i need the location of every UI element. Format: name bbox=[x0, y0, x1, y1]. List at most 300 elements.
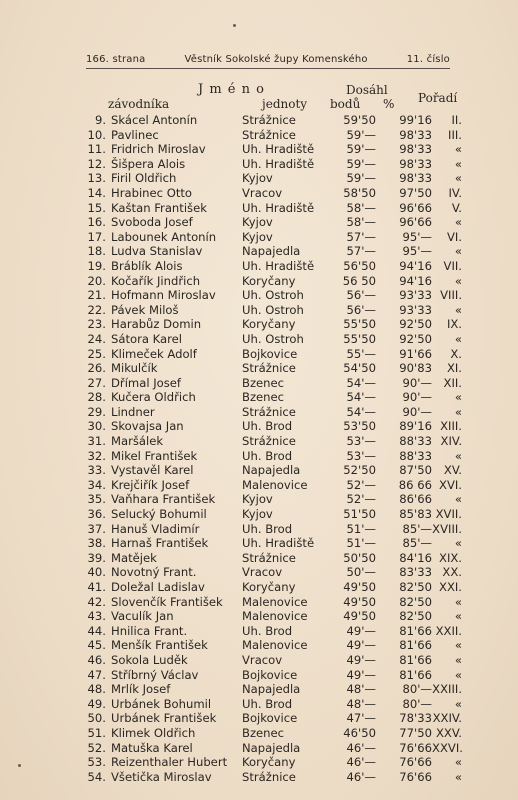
percent-value: 92'50 bbox=[399, 331, 432, 346]
paper-speck bbox=[233, 24, 236, 27]
col-head-jednoty: jednoty bbox=[262, 97, 308, 111]
competitor-name: Matějek bbox=[111, 550, 157, 565]
points-value: 55'50 bbox=[343, 317, 376, 332]
competitor-name: Sátora Karel bbox=[111, 331, 183, 346]
competitor-name: Pavlinec bbox=[111, 127, 159, 142]
competitor-name: Skácel Antonín bbox=[111, 113, 198, 127]
points-value: 56 50 bbox=[342, 273, 376, 288]
percent-value: 98'33 bbox=[399, 171, 432, 186]
row-number: 27. bbox=[87, 375, 106, 390]
competitor-name: Pávek Miloš bbox=[111, 302, 179, 317]
competitor-name: Dřímal Josef bbox=[111, 375, 181, 390]
competitor-name: Hrabinec Otto bbox=[111, 185, 193, 200]
percent-value: 76'66 bbox=[399, 755, 432, 770]
points-value: 49'50 bbox=[343, 609, 376, 624]
percent-value: 80'— bbox=[402, 682, 432, 697]
table-row bbox=[70, 244, 470, 259]
percent-value: 78'33 bbox=[399, 711, 432, 726]
points-value: 49'— bbox=[346, 623, 376, 638]
points-value: 56'— bbox=[346, 288, 376, 303]
table-row bbox=[70, 347, 470, 362]
points-value: 52'50 bbox=[343, 463, 376, 478]
points-value: 49'50 bbox=[343, 580, 376, 594]
percent-value: 90'83 bbox=[399, 361, 432, 376]
percent-value: 81'66 bbox=[399, 638, 432, 653]
competitor-name: Firil Oldřich bbox=[111, 171, 177, 186]
row-number: 36. bbox=[87, 507, 106, 522]
rank-value: « bbox=[454, 331, 462, 346]
percent-value: 87'50 bbox=[399, 463, 432, 478]
club-name: Uh. Hradiště bbox=[242, 536, 315, 551]
competitor-name: Slovenčík František bbox=[111, 594, 223, 609]
points-value: 55'— bbox=[346, 346, 376, 361]
competitor-name: Mikulčík bbox=[111, 361, 158, 376]
rank-value: « bbox=[454, 390, 462, 405]
rank-value: « bbox=[454, 171, 462, 186]
percent-value: 95'— bbox=[402, 229, 432, 244]
row-number: 41. bbox=[87, 580, 106, 594]
competitor-name: Kočařík Jindřich bbox=[111, 273, 201, 288]
percent-value: 82'50 bbox=[399, 580, 432, 594]
competitor-name: Menšík František bbox=[111, 638, 208, 653]
percent-value: 94'16 bbox=[399, 258, 432, 273]
points-value: 46'50 bbox=[343, 725, 376, 740]
table-row bbox=[70, 609, 470, 624]
row-number: 51. bbox=[87, 725, 106, 740]
table-row bbox=[70, 434, 470, 449]
row-number: 18. bbox=[87, 244, 106, 259]
percent-value: 81'66 bbox=[399, 623, 432, 638]
table-row bbox=[70, 288, 470, 303]
percent-value: 93'33 bbox=[399, 302, 432, 317]
points-value: 58'— bbox=[346, 200, 376, 215]
percent-value: 86 66 bbox=[398, 477, 432, 492]
table-row bbox=[70, 274, 470, 289]
points-value: 54'— bbox=[346, 375, 376, 390]
percent-value: 81'66 bbox=[399, 667, 432, 682]
table-row bbox=[70, 624, 470, 639]
row-number: 38. bbox=[87, 536, 106, 551]
club-name: Koryčany bbox=[242, 580, 296, 594]
row-number: 24. bbox=[87, 331, 106, 346]
club-name: Strážnice bbox=[242, 434, 296, 449]
rank-value: IV. bbox=[448, 185, 462, 200]
table-row bbox=[70, 113, 470, 128]
points-value: 55'50 bbox=[343, 331, 376, 346]
table-row bbox=[70, 405, 470, 420]
row-number: 39. bbox=[87, 550, 106, 565]
club-name: Napajedla bbox=[242, 740, 301, 755]
rank-value: « bbox=[454, 492, 462, 507]
competitor-name: Labounek Antonín bbox=[111, 229, 217, 244]
points-value: 50'50 bbox=[343, 550, 376, 565]
table-row bbox=[70, 142, 470, 157]
points-value: 54'— bbox=[346, 390, 376, 405]
table-row bbox=[70, 536, 470, 551]
competitor-name: Fridrich Miroslav bbox=[111, 142, 206, 157]
club-name: Malenovice bbox=[242, 594, 308, 609]
points-value: 48'— bbox=[346, 682, 376, 697]
club-name: Malenovice bbox=[242, 609, 308, 624]
percent-value: 82'50 bbox=[399, 609, 432, 624]
row-number: 45. bbox=[87, 638, 106, 653]
table-row bbox=[70, 303, 470, 318]
table-row bbox=[70, 376, 470, 391]
competitor-name: Klimeček Adolf bbox=[111, 346, 197, 361]
points-value: 56'50 bbox=[343, 258, 376, 273]
col-head-dosahl: Dosáhl bbox=[346, 83, 388, 97]
row-number: 13. bbox=[87, 171, 106, 186]
percent-value: 93'33 bbox=[399, 288, 432, 303]
club-name: Uh. Brod bbox=[242, 521, 293, 536]
percent-value: 80'— bbox=[402, 696, 432, 711]
table-row bbox=[70, 157, 470, 172]
table-row bbox=[70, 492, 470, 507]
club-name: Strážnice bbox=[242, 127, 296, 142]
percent-value: 94'16 bbox=[399, 273, 432, 288]
percent-value: 85'— bbox=[402, 521, 432, 536]
points-value: 51'— bbox=[346, 536, 376, 551]
row-number: 31. bbox=[87, 434, 106, 449]
header-rule bbox=[86, 68, 450, 69]
table-row bbox=[70, 171, 470, 186]
competitor-name: Doležal Ladislav bbox=[111, 580, 205, 594]
rank-value: « bbox=[454, 638, 462, 653]
competitor-name: Krejčiřík Josef bbox=[111, 477, 190, 492]
table-row bbox=[70, 726, 470, 741]
competitor-name: Všetička Miroslav bbox=[111, 769, 212, 784]
col-head-bodu: bodů bbox=[330, 97, 361, 111]
club-name: Vracov bbox=[242, 565, 283, 580]
rank-value: XIV. bbox=[440, 434, 462, 449]
percent-value: 90'— bbox=[402, 375, 432, 390]
rank-value: XXII. bbox=[435, 623, 462, 638]
competitor-name: Svoboda Josef bbox=[111, 215, 193, 230]
rank-value: « bbox=[454, 448, 462, 463]
points-value: 49'50 bbox=[343, 594, 376, 609]
rank-value: VIII. bbox=[440, 288, 462, 303]
table-row bbox=[70, 201, 470, 216]
rank-value: VII. bbox=[443, 258, 462, 273]
competitor-name: Mikel František bbox=[111, 448, 198, 463]
club-name: Strážnice bbox=[242, 550, 296, 565]
club-name: Strážnice bbox=[242, 404, 296, 419]
points-value: 46'— bbox=[346, 769, 376, 784]
club-name: Koryčany bbox=[242, 273, 296, 288]
table-row bbox=[70, 259, 470, 274]
competitor-name: Klimek Oldřich bbox=[111, 725, 196, 740]
points-value: 59'50 bbox=[343, 113, 376, 127]
rank-value: XVIII. bbox=[432, 521, 462, 536]
row-number: 23. bbox=[87, 317, 106, 332]
rank-value: « bbox=[454, 594, 462, 609]
rank-value: « bbox=[454, 156, 462, 171]
rank-value: XIX. bbox=[439, 550, 462, 565]
points-value: 57'— bbox=[346, 244, 376, 259]
percent-value: 90'— bbox=[402, 390, 432, 405]
points-value: 59'— bbox=[346, 171, 376, 186]
club-name: Uh. Hradiště bbox=[242, 142, 315, 157]
row-number: 16. bbox=[87, 215, 106, 230]
row-number: 44. bbox=[87, 623, 106, 638]
table-row bbox=[70, 551, 470, 566]
competitor-name: Ludva Stanislav bbox=[111, 244, 203, 259]
competitor-name: Sokola Luděk bbox=[111, 652, 188, 667]
club-name: Kyjov bbox=[242, 215, 273, 230]
points-value: 54'— bbox=[346, 404, 376, 419]
club-name: Bzenec bbox=[242, 390, 285, 405]
table-row bbox=[70, 565, 470, 580]
club-name: Bojkovice bbox=[242, 667, 298, 682]
row-number: 48. bbox=[87, 682, 106, 697]
table-row bbox=[70, 653, 470, 668]
rank-value: XI. bbox=[446, 361, 462, 376]
table-row bbox=[70, 595, 470, 610]
rank-value: « bbox=[454, 244, 462, 259]
col-head-zavodnika: závodníka bbox=[108, 97, 170, 111]
club-name: Bzenec bbox=[242, 375, 285, 390]
points-value: 49'— bbox=[346, 638, 376, 653]
percent-value: 90'— bbox=[402, 404, 432, 419]
row-number: 37. bbox=[87, 521, 106, 536]
club-name: Uh. Brod bbox=[242, 419, 293, 434]
row-number: 50. bbox=[87, 711, 106, 726]
club-name: Napajedla bbox=[242, 463, 301, 478]
rank-value: « bbox=[454, 667, 462, 682]
points-value: 59'— bbox=[346, 156, 376, 171]
competitor-name: Hnilica Frant. bbox=[111, 623, 188, 638]
points-value: 49'— bbox=[346, 667, 376, 682]
table-row bbox=[70, 463, 470, 478]
rank-value: « bbox=[454, 755, 462, 770]
percent-value: 91'66 bbox=[399, 346, 432, 361]
club-name: Uh. Brod bbox=[242, 623, 293, 638]
percent-value: 95'— bbox=[402, 244, 432, 259]
percent-value: 76'66 bbox=[399, 769, 432, 784]
points-value: 53'— bbox=[346, 448, 376, 463]
row-number: 40. bbox=[87, 565, 106, 580]
club-name: Uh. Brod bbox=[242, 448, 293, 463]
row-number: 46. bbox=[87, 652, 106, 667]
competitor-name: Reizenthaler Hubert bbox=[111, 755, 228, 770]
competitor-name: Hanuš Vladimír bbox=[111, 521, 200, 536]
club-name: Uh. Ostroh bbox=[242, 331, 304, 346]
rank-value: III. bbox=[448, 127, 462, 142]
page-number: 166. strana bbox=[86, 54, 146, 65]
club-name: Kyjov bbox=[242, 229, 273, 244]
rank-value: VI. bbox=[446, 229, 462, 244]
percent-value: 92'50 bbox=[399, 317, 432, 332]
club-name: Koryčany bbox=[242, 755, 296, 770]
percent-value: 89'16 bbox=[399, 419, 432, 434]
row-number: 32. bbox=[87, 448, 106, 463]
row-number: 25. bbox=[87, 346, 106, 361]
club-name: Uh. Hradiště bbox=[242, 258, 315, 273]
rank-value: XXIII. bbox=[432, 682, 462, 697]
rank-value: X. bbox=[450, 346, 462, 361]
row-number: 34. bbox=[87, 477, 106, 492]
percent-value: 86'66 bbox=[399, 492, 432, 507]
points-value: 59'— bbox=[346, 127, 376, 142]
competitor-name: Lindner bbox=[111, 404, 155, 419]
club-name: Bojkovice bbox=[242, 711, 298, 726]
competitor-name: Šišpera Alois bbox=[111, 156, 186, 171]
rank-value: « bbox=[454, 652, 462, 667]
competitor-name: Selucký Bohumil bbox=[111, 507, 207, 522]
row-number: 9. bbox=[94, 113, 106, 127]
row-number: 28. bbox=[87, 390, 106, 405]
points-value: 58'50 bbox=[343, 185, 376, 200]
competitor-name: Kučera Oldřich bbox=[111, 390, 196, 405]
rank-value: « bbox=[454, 142, 462, 157]
row-number: 33. bbox=[87, 463, 106, 478]
competitor-name: Bráblík Alois bbox=[111, 258, 183, 273]
paper-speck bbox=[18, 764, 21, 767]
points-value: 58'— bbox=[346, 215, 376, 230]
table-row bbox=[70, 419, 470, 434]
competitor-name: Kaštan František bbox=[111, 200, 207, 215]
table-row bbox=[70, 449, 470, 464]
percent-value: 88'33 bbox=[399, 434, 432, 449]
club-name: Vracov bbox=[242, 652, 283, 667]
club-name: Strážnice bbox=[242, 769, 296, 784]
competitor-name: Maršálek bbox=[111, 434, 164, 449]
row-number: 19. bbox=[87, 258, 106, 273]
percent-value: 81'66 bbox=[399, 652, 432, 667]
club-name: Malenovice bbox=[242, 477, 308, 492]
percent-value: 99'16 bbox=[399, 113, 432, 127]
rank-value: XXV. bbox=[435, 725, 462, 740]
table-row bbox=[70, 186, 470, 201]
table-row bbox=[70, 128, 470, 143]
row-number: 22. bbox=[87, 302, 106, 317]
points-value: 59'— bbox=[346, 142, 376, 157]
rank-value: V. bbox=[451, 200, 462, 215]
rank-value: « bbox=[454, 536, 462, 551]
competitor-name: Urbánek Bohumil bbox=[111, 696, 212, 711]
rank-value: IX. bbox=[446, 317, 462, 332]
points-value: 57'— bbox=[346, 229, 376, 244]
table-row bbox=[70, 697, 470, 712]
percent-value: 97'50 bbox=[399, 185, 432, 200]
rank-value: « bbox=[454, 215, 462, 230]
competitor-name: Novotný Frant. bbox=[111, 565, 197, 580]
row-number: 26. bbox=[87, 361, 106, 376]
percent-value: 98'33 bbox=[399, 156, 432, 171]
rank-value: XXVI. bbox=[432, 740, 463, 755]
club-name: Bojkovice bbox=[242, 346, 298, 361]
percent-value: 98'33 bbox=[399, 127, 432, 142]
rank-value: XVII. bbox=[435, 507, 462, 522]
competitor-name: Urbánek František bbox=[111, 711, 217, 726]
rank-value: « bbox=[454, 769, 462, 784]
table-row bbox=[70, 317, 470, 332]
row-number: 11. bbox=[87, 142, 106, 157]
col-head-jmeno: J m é n o bbox=[198, 82, 265, 97]
table-row bbox=[70, 230, 470, 245]
rank-value: XXIV. bbox=[432, 711, 462, 726]
row-number: 20. bbox=[87, 273, 106, 288]
row-number: 43. bbox=[87, 609, 106, 624]
points-value: 46'— bbox=[346, 740, 376, 755]
rank-value: XXI. bbox=[439, 580, 462, 594]
table-row bbox=[70, 755, 470, 770]
rank-value: « bbox=[454, 302, 462, 317]
points-value: 51'— bbox=[346, 521, 376, 536]
club-name: Koryčany bbox=[242, 317, 296, 332]
row-number: 15. bbox=[87, 200, 106, 215]
rank-value: II. bbox=[451, 113, 462, 127]
club-name: Kyjov bbox=[242, 507, 273, 522]
rank-value: XII. bbox=[443, 375, 462, 390]
row-number: 53. bbox=[87, 755, 106, 770]
club-name: Malenovice bbox=[242, 638, 308, 653]
percent-value: 98'33 bbox=[399, 142, 432, 157]
row-number: 17. bbox=[87, 229, 106, 244]
row-number: 14. bbox=[87, 185, 106, 200]
percent-value: 76'66 bbox=[399, 740, 432, 755]
points-value: 51'50 bbox=[343, 507, 376, 522]
competitor-name: Harnaš František bbox=[111, 536, 209, 551]
table-row bbox=[70, 522, 470, 537]
results-table bbox=[70, 113, 470, 784]
points-value: 52'— bbox=[346, 492, 376, 507]
points-value: 49'— bbox=[346, 652, 376, 667]
row-number: 12. bbox=[87, 156, 106, 171]
points-value: 48'— bbox=[346, 696, 376, 711]
table-row bbox=[70, 507, 470, 522]
row-number: 42. bbox=[87, 594, 106, 609]
percent-value: 88'33 bbox=[399, 448, 432, 463]
club-name: Napajedla bbox=[242, 244, 301, 259]
rank-value: « bbox=[454, 404, 462, 419]
rank-value: « bbox=[454, 609, 462, 624]
table-row bbox=[70, 332, 470, 347]
competitor-name: Mrlík Josef bbox=[111, 682, 171, 697]
table-row bbox=[70, 215, 470, 230]
percent-value: 82'50 bbox=[399, 594, 432, 609]
row-number: 35. bbox=[87, 492, 106, 507]
competitor-name: Skovajsa Jan bbox=[111, 419, 184, 434]
club-name: Uh. Hradiště bbox=[242, 200, 315, 215]
club-name: Bzenec bbox=[242, 725, 285, 740]
points-value: 54'50 bbox=[343, 361, 376, 376]
percent-value: 77'50 bbox=[399, 725, 432, 740]
rank-value: XV. bbox=[443, 463, 462, 478]
row-number: 47. bbox=[87, 667, 106, 682]
competitor-name: Vystavěl Karel bbox=[111, 463, 194, 478]
competitor-name: Matuška Karel bbox=[111, 740, 193, 755]
percent-value: 83'33 bbox=[399, 565, 432, 580]
row-number: 30. bbox=[87, 419, 106, 434]
competitor-name: Harabůz Domin bbox=[111, 317, 202, 332]
club-name: Uh. Ostroh bbox=[242, 288, 304, 303]
competitor-name: Stříbrný Václav bbox=[111, 667, 199, 682]
points-value: 53'50 bbox=[343, 419, 376, 434]
row-number: 21. bbox=[87, 288, 106, 303]
rank-value: XX. bbox=[442, 565, 462, 580]
table-row bbox=[70, 682, 470, 697]
table-row bbox=[70, 638, 470, 653]
percent-value: 96'66 bbox=[399, 215, 432, 230]
row-number: 52. bbox=[87, 740, 106, 755]
table-row bbox=[70, 361, 470, 376]
club-name: Uh. Brod bbox=[242, 696, 293, 711]
club-name: Kyjov bbox=[242, 171, 273, 186]
club-name: Strážnice bbox=[242, 113, 296, 127]
col-head-poradi: Pořadí bbox=[418, 91, 458, 105]
table-row bbox=[70, 390, 470, 405]
